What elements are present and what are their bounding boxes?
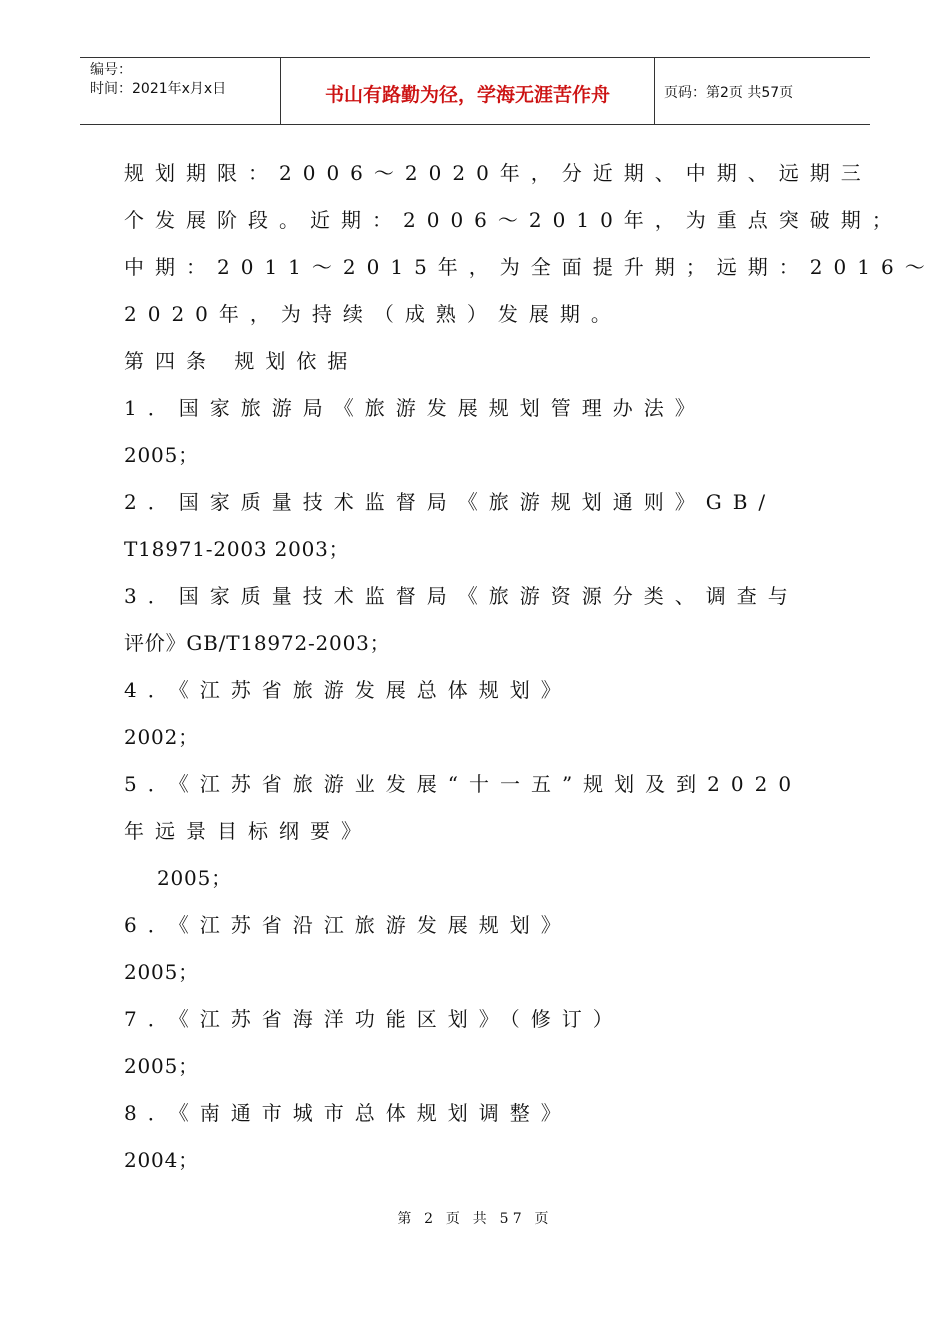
reference-code: T18971-2003 2003； <box>124 537 350 561</box>
reference-year: 2005； <box>157 866 232 890</box>
header-meta <box>80 58 281 124</box>
footer-page-number: 第 2 页 共 57 页 <box>397 1211 553 1227</box>
reference-year: 2005； <box>124 1054 199 1078</box>
reference-year: 2005； <box>124 443 199 467</box>
reference-item: 1．国家旅游局《旅游发展规划管理办法》 <box>124 396 706 420</box>
reference-item: 4．《江苏省旅游发展总体规划》 <box>124 678 572 702</box>
reference-year: 2002； <box>124 725 199 749</box>
reference-item: 2．国家质量技术监督局《旅游规划通则》GB/ <box>124 490 777 514</box>
body-line: 个发展阶段。近期：2006～2010年，为重点突破期； <box>124 208 903 232</box>
reference-item: 7．《江苏省海洋功能区划》（修订） <box>124 1007 624 1031</box>
reference-code: 评价》GB/T18972-2003； <box>124 631 391 655</box>
reference-item: 6．《江苏省沿江旅游发展规划》 <box>124 913 572 937</box>
header-page-info <box>655 58 870 124</box>
reference-item-cont: 年远景目标纲要》 <box>124 819 372 843</box>
number-label: 编号： <box>90 62 132 78</box>
body-line: 规划期限：2006～2020年，分近期、中期、远期三 <box>124 161 872 185</box>
reference-item: 8．《南通市城市总体规划调整》 <box>124 1101 572 1125</box>
document-body <box>124 152 936 1186</box>
header-motto <box>281 58 655 124</box>
motto-text: 书山有路勤为径，学海无涯苦作舟 <box>324 83 610 106</box>
page-footer <box>0 1208 950 1228</box>
section-heading: 第四条 规划依据 <box>124 349 359 373</box>
reference-year: 2004； <box>124 1148 199 1172</box>
reference-item: 3．国家质量技术监督局《旅游资源分类、调查与 <box>124 584 799 608</box>
body-line: 中期：2011～2015年，为全面提升期；远期：2016～ <box>124 255 936 279</box>
reference-year: 2005； <box>124 960 199 984</box>
date-label: 时间：2021年x月x日 <box>90 81 227 97</box>
page-info-text: 页码：第2页 共57页 <box>664 85 794 101</box>
page-header <box>80 57 870 125</box>
body-line: 2020年，为持续（成熟）发展期。 <box>124 302 622 326</box>
reference-item: 5．《江苏省旅游业发展“十一五”规划及到2020 <box>124 772 803 796</box>
